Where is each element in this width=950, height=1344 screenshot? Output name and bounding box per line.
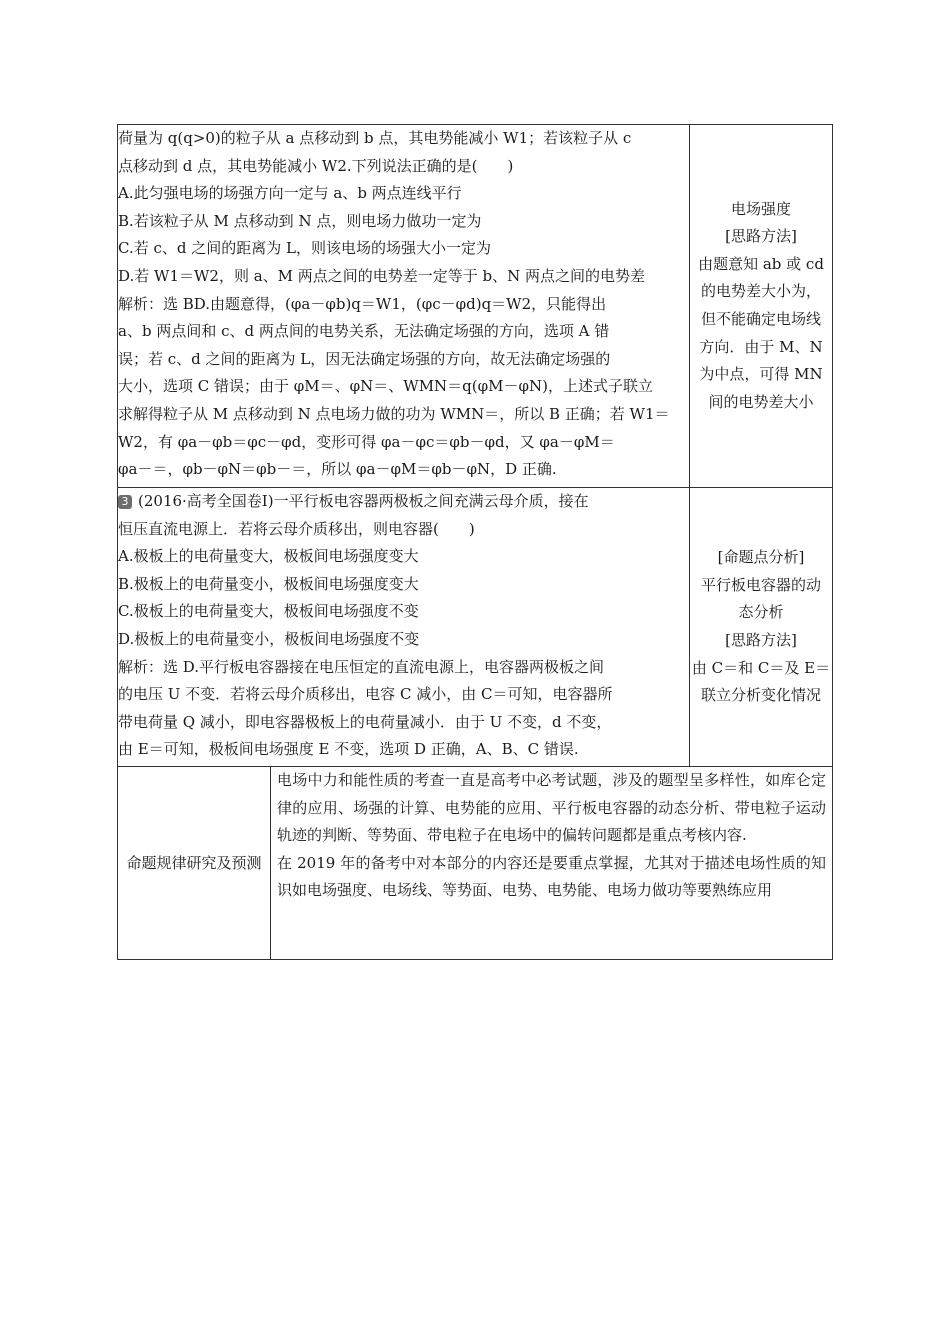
q2-side-line: 的电势差大小为， — [700, 282, 821, 301]
q2-analysis-line: 误；若 c、d 之间的距离为 L，因无法确定场强的方向，故无法确定场强的 — [118, 349, 611, 368]
q3-analysis-line: 的电压 U 不变．若将云母介质移出，电容 C 减小，由 C＝可知，电容器所 — [118, 685, 613, 704]
q2-option-a: A.此匀强电场的场强方向一定与 a、b 两点连线平行 — [118, 184, 462, 203]
q2-option-d: D.若 W1＝W2，则 a、M 两点之间的电势差一定等于 b、N 两点之间的电势差 — [118, 266, 646, 285]
question-2-body — [118, 125, 690, 488]
q3-side-line: [命题点分析] — [717, 548, 805, 567]
q2-side-line: 间的电势差大小 — [708, 392, 814, 411]
question-2-side-notes — [690, 125, 833, 488]
q2-analysis-line: 大小，选项 C 错误；由于 φM＝、φN＝、WMN＝q(φM－φN)，上述式子联立 — [118, 377, 653, 396]
summary-paragraph: 在 2019 年的备考中对本部分的内容还是要重点掌握，尤其对于描述电场性质的知识如电场强度、电场线、等势面、电势、电势能、电场力做功等要熟练应用 — [277, 853, 826, 900]
q3-side-line: 联立分析变化情况 — [700, 686, 821, 705]
q3-side-line: 由 C＝和 C＝及 E＝ — [691, 658, 831, 677]
q3-stem-text: (2016·高考全国卷Ⅰ)一平行板电容器两极板之间充满云母介质，接在 — [138, 492, 589, 510]
q2-analysis-line: 解析：选 BD.由题意得，(φa－φb)q＝W1，(φc－φd)q＝W2，只能得出 — [118, 294, 607, 313]
q2-side-line: 但不能确定电场线 — [700, 310, 821, 328]
q3-side-line: [思路方法] — [725, 631, 797, 649]
q2-side-line: 方向．由于 M、N — [699, 337, 823, 356]
q2-side-line: 由题意知 ab 或 cd — [698, 254, 824, 273]
question-3-side-notes — [690, 488, 833, 767]
q3-side-line: 平行板电容器的动 — [700, 575, 821, 594]
summary-paragraph: 电场中力和能性质的考查一直是高考中必考试题，涉及的题型呈多样性，如库仑定律的应用、场强的计算、电势能的应用、平行板电容器的动态分析、带电粒子运动轨迹的判断、等势面、带电粒子在电场中的偏转问题都是重点考核内容. — [277, 771, 826, 845]
q2-line: 荷量为 q(q>0)的粒子从 a 点移动到 b 点，其电势能减小 W1；若该粒子从 c — [118, 129, 632, 147]
q2-option-c: C.若 c、d 之间的距离为 L，则该电场的场强大小一定为 — [118, 239, 491, 258]
q3-analysis-line: 解析：选 D.平行板电容器接在电压恒定的直流电源上，电容器两极板之间 — [118, 657, 605, 676]
q2-side-line: 为中点，可得 MN — [699, 365, 823, 384]
question-3-row — [118, 488, 833, 767]
q2-side-line: 电场强度 — [730, 199, 791, 218]
content-table — [117, 124, 833, 960]
q3-stem-line: 恒压直流电源上．若将云母介质移出，则电容器( ) — [118, 519, 475, 538]
question-2-row — [118, 125, 833, 488]
q3-side-line: 态分析 — [738, 603, 784, 622]
summary-label-text: 命题规律研究及预测 — [126, 854, 262, 872]
q2-analysis-line: φa－＝，φb－φN＝φb－＝，所以 φa－φM＝φb－φN，D 正确. — [118, 460, 557, 479]
summary-body — [271, 767, 833, 960]
q2-side-line: [思路方法] — [725, 227, 797, 246]
q3-option-a: A.极板上的电荷量变大，极板间电场强度变大 — [118, 547, 419, 566]
q3-option-d: D.极板上的电荷量变小，极板间电场强度不变 — [118, 629, 420, 648]
summary-label — [118, 767, 271, 960]
q3-option-c: C.极板上的电荷量变大，极板间电场强度不变 — [118, 602, 419, 621]
q3-analysis-line: 由 E＝可知，极板间电场强度 E 不变，选项 D 正确，A、B、C 错误. — [118, 740, 579, 759]
summary-row — [118, 767, 833, 960]
q2-analysis-line: W2，有 φa－φb＝φc－φd，变形可得 φa－φc＝φb－φd，又 φa－φM＝ — [118, 432, 615, 451]
q2-option-b: B.若该粒子从 M 点移动到 N 点，则电场力做功一定为 — [118, 211, 482, 230]
question-3-body — [118, 488, 690, 767]
q2-analysis-line: a、b 两点间和 c、d 两点间的电势关系，无法确定场强的方向，选项 A 错 — [118, 322, 610, 341]
q3-stem-line — [118, 488, 689, 516]
q2-analysis-line: 求解得粒子从 M 点移动到 N 点电场力做的功为 WMN＝，所以 B 正确；若 W1＝ — [118, 404, 670, 423]
q3-option-b: B.极板上的电荷量变小，极板间电场强度变大 — [118, 574, 419, 593]
q2-line: 点移动到 d 点，其电势能减小 W2.下列说法正确的是( ) — [118, 156, 514, 175]
q3-analysis-line: 带电荷量 Q 减小，即电容器极板上的电荷量减小．由于 U 不变，d 不变， — [118, 712, 612, 731]
question-number-badge: 3 — [118, 495, 132, 509]
